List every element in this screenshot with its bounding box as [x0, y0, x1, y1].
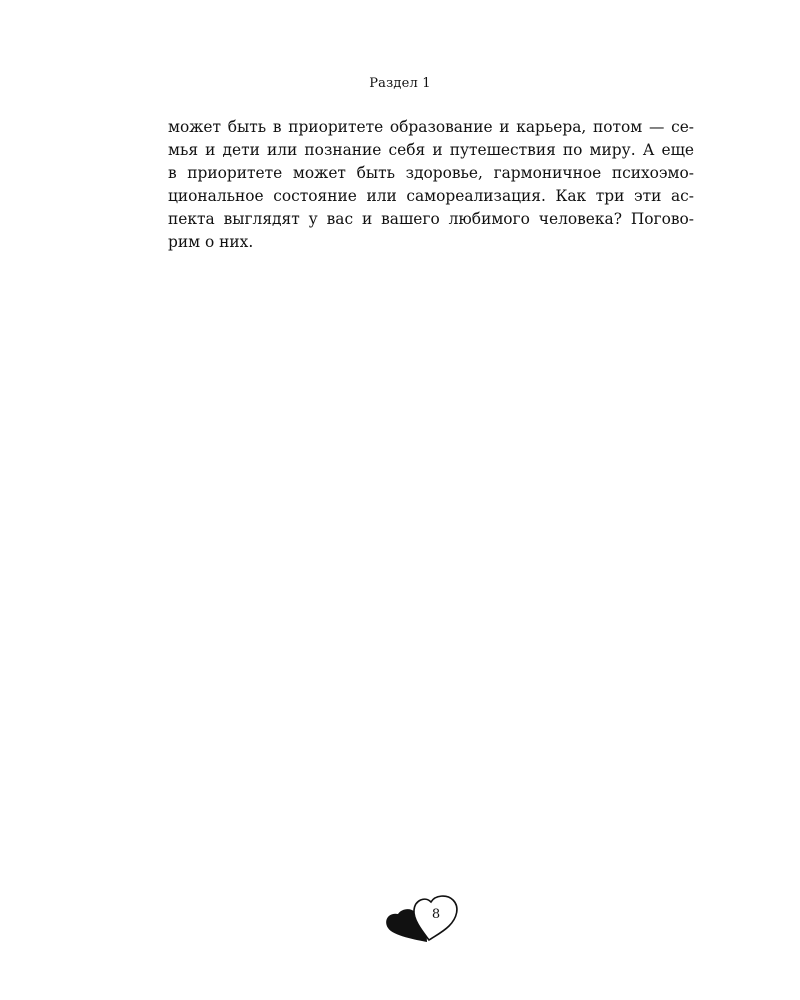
double-heart-icon	[383, 890, 463, 950]
text-line: циональное состояние или самореализация. Как три эти ас-	[168, 187, 694, 205]
page-number: 8	[431, 907, 441, 922]
text-line: пекта выглядят у вас и вашего любимого человека? Погово-	[168, 210, 694, 228]
text-line: может быть в приоритете образование и карьера, потом — се-	[168, 118, 694, 136]
text-line: в приоритете может быть здоровье, гармоничное психоэмо-	[168, 164, 694, 182]
body-paragraph	[168, 116, 694, 254]
page-folio	[383, 890, 463, 950]
running-head: Раздел 1	[369, 76, 431, 91]
text-line: мья и дети или познание себя и путешествия по миру. А еще	[168, 141, 694, 159]
text-line: рим о них.	[168, 233, 254, 251]
